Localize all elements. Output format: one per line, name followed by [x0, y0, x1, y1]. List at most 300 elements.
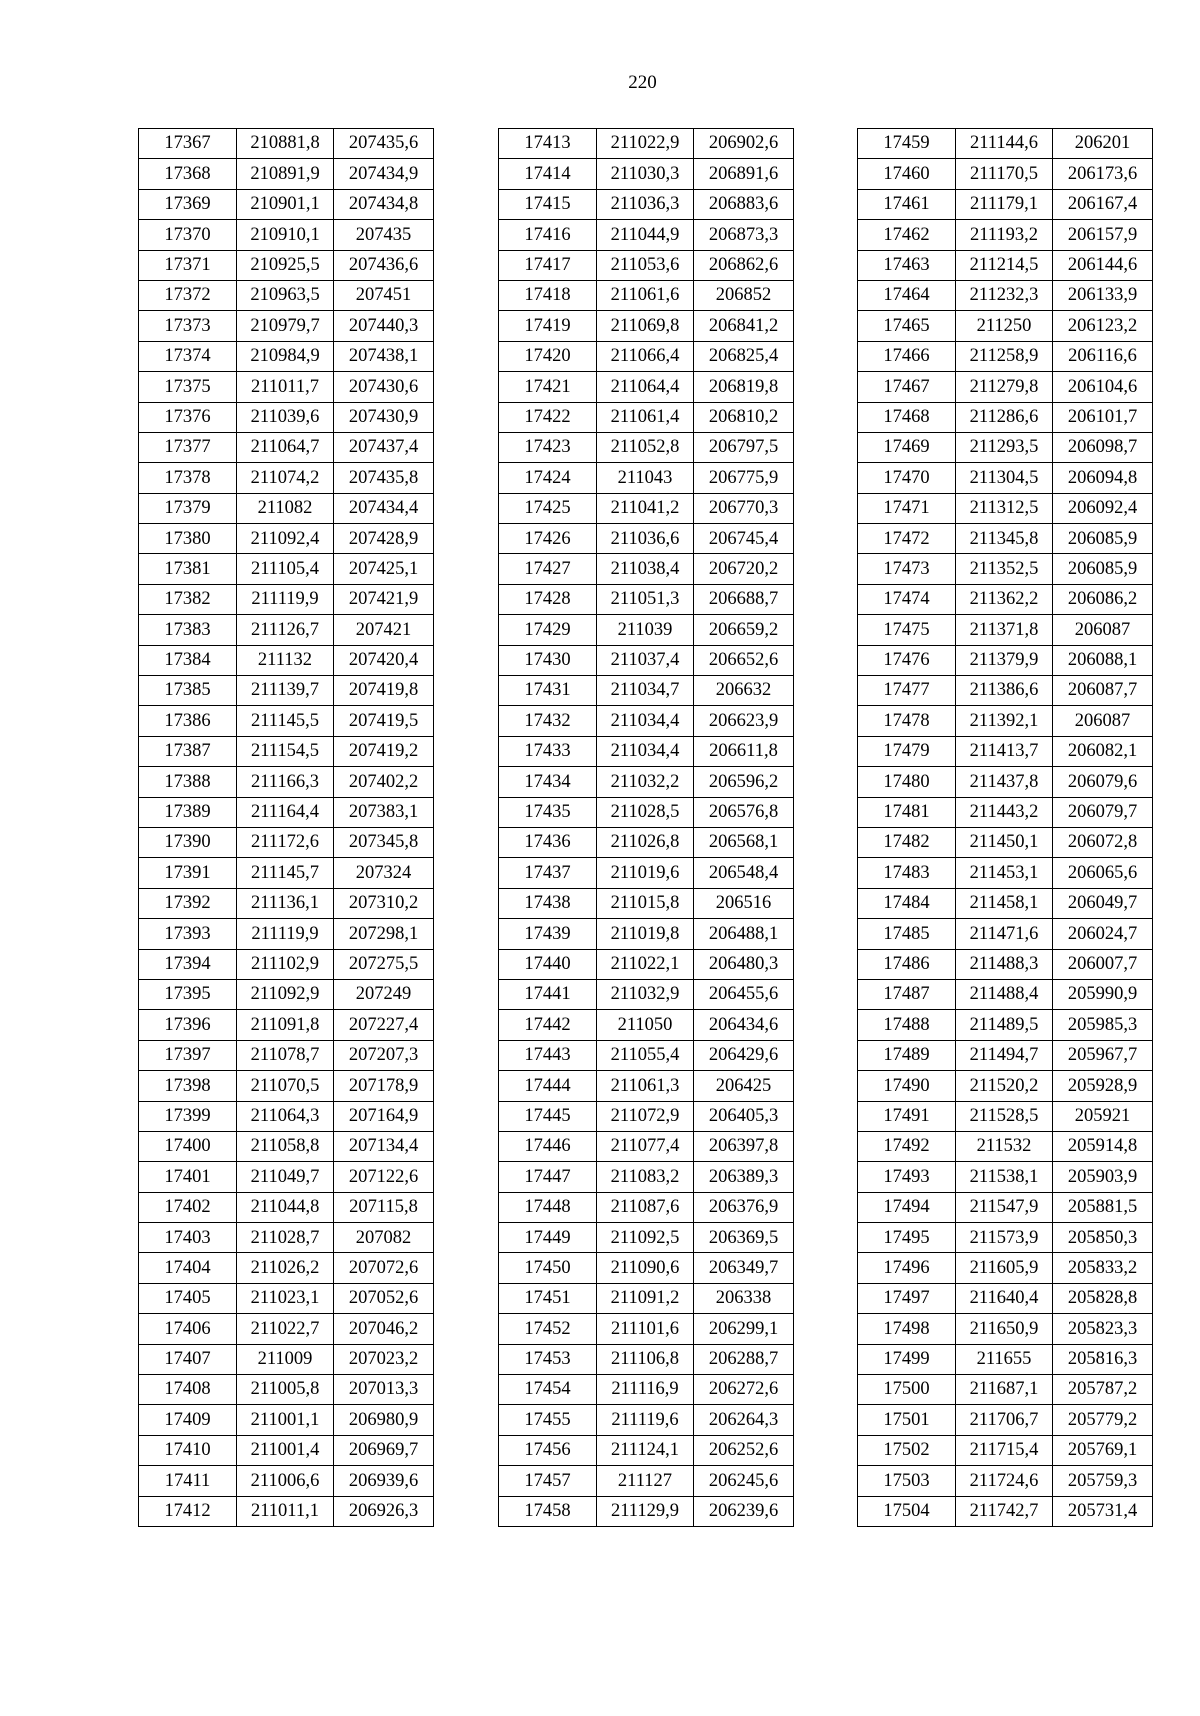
- x-coordinate-cell: 211064,4: [597, 372, 694, 402]
- x-coordinate-cell: 211072,9: [597, 1101, 694, 1131]
- x-coordinate-cell: 211069,8: [597, 311, 694, 341]
- x-coordinate-cell: 211037,4: [597, 645, 694, 675]
- point-number-cell: 17383: [139, 615, 237, 645]
- point-number-cell: 17495: [858, 1223, 956, 1253]
- y-coordinate-cell: 207434,4: [334, 493, 434, 523]
- table-row: [499, 736, 794, 766]
- x-coordinate-cell: 211450,1: [956, 827, 1053, 857]
- point-number-cell: 17447: [499, 1162, 597, 1192]
- point-number-cell: 17387: [139, 736, 237, 766]
- table-row: [139, 220, 434, 250]
- y-coordinate-cell: 205914,8: [1053, 1131, 1153, 1161]
- x-coordinate-cell: 211043: [597, 463, 694, 493]
- point-number-cell: 17474: [858, 584, 956, 614]
- x-coordinate-cell: 211009: [237, 1344, 334, 1374]
- x-coordinate-cell: 211038,4: [597, 554, 694, 584]
- x-coordinate-cell: 211082: [237, 493, 334, 523]
- y-coordinate-cell: 206085,9: [1053, 554, 1153, 584]
- point-number-cell: 17407: [139, 1344, 237, 1374]
- table-row: [139, 1162, 434, 1192]
- x-coordinate-cell: 211023,1: [237, 1283, 334, 1313]
- x-coordinate-cell: 210979,7: [237, 311, 334, 341]
- table-row: [858, 554, 1153, 584]
- y-coordinate-cell: 207072,6: [334, 1253, 434, 1283]
- table-row: [499, 189, 794, 219]
- point-number-cell: 17396: [139, 1010, 237, 1040]
- table-row: [499, 949, 794, 979]
- table-row: [858, 767, 1153, 797]
- x-coordinate-cell: 211312,5: [956, 493, 1053, 523]
- table-row: [139, 858, 434, 888]
- x-coordinate-cell: 211258,9: [956, 341, 1053, 371]
- y-coordinate-cell: 207430,6: [334, 372, 434, 402]
- x-coordinate-cell: 211092,9: [237, 979, 334, 1009]
- x-coordinate-cell: 211379,9: [956, 645, 1053, 675]
- x-coordinate-cell: 211032,2: [597, 767, 694, 797]
- y-coordinate-cell: 206405,3: [694, 1101, 794, 1131]
- point-number-cell: 17487: [858, 979, 956, 1009]
- table-row: [139, 767, 434, 797]
- y-coordinate-cell: 207436,6: [334, 250, 434, 280]
- y-coordinate-cell: 205787,2: [1053, 1375, 1153, 1405]
- y-coordinate-cell: 207402,2: [334, 767, 434, 797]
- point-number-cell: 17431: [499, 676, 597, 706]
- y-coordinate-cell: 206079,7: [1053, 797, 1153, 827]
- x-coordinate-cell: 211090,6: [597, 1253, 694, 1283]
- y-coordinate-cell: 206288,7: [694, 1344, 794, 1374]
- table-row: [858, 524, 1153, 554]
- point-number-cell: 17480: [858, 767, 956, 797]
- table-row: [139, 311, 434, 341]
- table-row: [858, 311, 1153, 341]
- y-coordinate-cell: 206264,3: [694, 1405, 794, 1435]
- point-number-cell: 17442: [499, 1010, 597, 1040]
- y-coordinate-cell: 206659,2: [694, 615, 794, 645]
- point-number-cell: 17486: [858, 949, 956, 979]
- point-number-cell: 17380: [139, 524, 237, 554]
- table-row: [139, 615, 434, 645]
- point-number-cell: 17429: [499, 615, 597, 645]
- table-row: [139, 827, 434, 857]
- y-coordinate-cell: 206852: [694, 280, 794, 310]
- x-coordinate-cell: 211030,3: [597, 159, 694, 189]
- point-number-cell: 17451: [499, 1283, 597, 1313]
- point-number-cell: 17425: [499, 493, 597, 523]
- y-coordinate-cell: 205833,2: [1053, 1253, 1153, 1283]
- y-coordinate-cell: 206596,2: [694, 767, 794, 797]
- table-row: [499, 341, 794, 371]
- y-coordinate-cell: 206245,6: [694, 1466, 794, 1496]
- x-coordinate-cell: 211126,7: [237, 615, 334, 645]
- y-coordinate-cell: 205779,2: [1053, 1405, 1153, 1435]
- table-row: [139, 1040, 434, 1070]
- point-number-cell: 17483: [858, 858, 956, 888]
- y-coordinate-cell: 207435: [334, 220, 434, 250]
- y-coordinate-cell: 207435,8: [334, 463, 434, 493]
- x-coordinate-cell: 211386,6: [956, 676, 1053, 706]
- y-coordinate-cell: 206902,6: [694, 129, 794, 159]
- x-coordinate-cell: 210910,1: [237, 220, 334, 250]
- table-row: [139, 493, 434, 523]
- table-row: [499, 645, 794, 675]
- table-row: [139, 1192, 434, 1222]
- y-coordinate-cell: 206252,6: [694, 1435, 794, 1465]
- y-coordinate-cell: 207383,1: [334, 797, 434, 827]
- y-coordinate-cell: 207438,1: [334, 341, 434, 371]
- y-coordinate-cell: 206376,9: [694, 1192, 794, 1222]
- x-coordinate-cell: 211193,2: [956, 220, 1053, 250]
- y-coordinate-cell: 206087: [1053, 615, 1153, 645]
- y-coordinate-cell: 206775,9: [694, 463, 794, 493]
- point-number-cell: 17467: [858, 372, 956, 402]
- table-row: [139, 1253, 434, 1283]
- table-row: [858, 250, 1153, 280]
- y-coordinate-cell: 207434,9: [334, 159, 434, 189]
- x-coordinate-cell: 211001,1: [237, 1405, 334, 1435]
- x-coordinate-cell: 211489,5: [956, 1010, 1053, 1040]
- x-coordinate-cell: 211101,6: [597, 1314, 694, 1344]
- table-row: [139, 1010, 434, 1040]
- y-coordinate-cell: 206085,9: [1053, 524, 1153, 554]
- y-coordinate-cell: 205769,1: [1053, 1435, 1153, 1465]
- x-coordinate-cell: 211083,2: [597, 1162, 694, 1192]
- point-number-cell: 17427: [499, 554, 597, 584]
- y-coordinate-cell: 205928,9: [1053, 1071, 1153, 1101]
- x-coordinate-cell: 211001,4: [237, 1435, 334, 1465]
- y-coordinate-cell: 207428,9: [334, 524, 434, 554]
- y-coordinate-cell: 207435,6: [334, 129, 434, 159]
- point-number-cell: 17417: [499, 250, 597, 280]
- table-row: [139, 1496, 434, 1526]
- coordinates-table-3: [857, 128, 1153, 1527]
- x-coordinate-cell: 211443,2: [956, 797, 1053, 827]
- point-number-cell: 17477: [858, 676, 956, 706]
- table-row: [139, 341, 434, 371]
- table-row: [139, 888, 434, 918]
- point-number-cell: 17368: [139, 159, 237, 189]
- table-row: [139, 1466, 434, 1496]
- y-coordinate-cell: 207310,2: [334, 888, 434, 918]
- table-row: [499, 463, 794, 493]
- point-number-cell: 17379: [139, 493, 237, 523]
- x-coordinate-cell: 211706,7: [956, 1405, 1053, 1435]
- point-number-cell: 17419: [499, 311, 597, 341]
- y-coordinate-cell: 206891,6: [694, 159, 794, 189]
- table-row: [499, 1101, 794, 1131]
- y-coordinate-cell: 205921: [1053, 1101, 1153, 1131]
- x-coordinate-cell: 211022,7: [237, 1314, 334, 1344]
- point-number-cell: 17404: [139, 1253, 237, 1283]
- x-coordinate-cell: 211304,5: [956, 463, 1053, 493]
- y-coordinate-cell: 207178,9: [334, 1071, 434, 1101]
- table-row: [858, 827, 1153, 857]
- y-coordinate-cell: 206652,6: [694, 645, 794, 675]
- x-coordinate-cell: 211026,8: [597, 827, 694, 857]
- point-number-cell: 17426: [499, 524, 597, 554]
- x-coordinate-cell: 211022,1: [597, 949, 694, 979]
- y-coordinate-cell: 206862,6: [694, 250, 794, 280]
- point-number-cell: 17494: [858, 1192, 956, 1222]
- y-coordinate-cell: 206548,4: [694, 858, 794, 888]
- y-coordinate-cell: 206088,1: [1053, 645, 1153, 675]
- x-coordinate-cell: 211011,1: [237, 1496, 334, 1526]
- y-coordinate-cell: 207052,6: [334, 1283, 434, 1313]
- table-row: [858, 159, 1153, 189]
- x-coordinate-cell: 211520,2: [956, 1071, 1053, 1101]
- point-number-cell: 17408: [139, 1375, 237, 1405]
- y-coordinate-cell: 206133,9: [1053, 280, 1153, 310]
- x-coordinate-cell: 211129,9: [597, 1496, 694, 1526]
- point-number-cell: 17475: [858, 615, 956, 645]
- coordinates-table-1: [138, 128, 434, 1527]
- point-number-cell: 17423: [499, 432, 597, 462]
- x-coordinate-cell: 211232,3: [956, 280, 1053, 310]
- x-coordinate-cell: 211091,8: [237, 1010, 334, 1040]
- table-row: [499, 220, 794, 250]
- y-coordinate-cell: 206272,6: [694, 1375, 794, 1405]
- table-row: [858, 1162, 1153, 1192]
- point-number-cell: 17384: [139, 645, 237, 675]
- point-number-cell: 17435: [499, 797, 597, 827]
- x-coordinate-cell: 211715,4: [956, 1435, 1053, 1465]
- x-coordinate-cell: 211055,4: [597, 1040, 694, 1070]
- table-row: [858, 736, 1153, 766]
- table-row: [499, 1435, 794, 1465]
- x-coordinate-cell: 211488,4: [956, 979, 1053, 1009]
- point-number-cell: 17398: [139, 1071, 237, 1101]
- y-coordinate-cell: 207122,6: [334, 1162, 434, 1192]
- table-row: [858, 919, 1153, 949]
- x-coordinate-cell: 211091,2: [597, 1283, 694, 1313]
- x-coordinate-cell: 210891,9: [237, 159, 334, 189]
- table-row: [139, 949, 434, 979]
- point-number-cell: 17432: [499, 706, 597, 736]
- y-coordinate-cell: 206883,6: [694, 189, 794, 219]
- y-coordinate-cell: 207419,2: [334, 736, 434, 766]
- table-row: [499, 584, 794, 614]
- x-coordinate-cell: 211078,7: [237, 1040, 334, 1070]
- point-number-cell: 17456: [499, 1435, 597, 1465]
- x-coordinate-cell: 211119,9: [237, 919, 334, 949]
- table-row: [858, 1314, 1153, 1344]
- y-coordinate-cell: 206116,6: [1053, 341, 1153, 371]
- table-row: [858, 797, 1153, 827]
- table-row: [858, 280, 1153, 310]
- point-number-cell: 17465: [858, 311, 956, 341]
- point-number-cell: 17377: [139, 432, 237, 462]
- y-coordinate-cell: 207430,9: [334, 402, 434, 432]
- table-row: [499, 827, 794, 857]
- table-row: [858, 1496, 1153, 1526]
- x-coordinate-cell: 211019,8: [597, 919, 694, 949]
- x-coordinate-cell: 210925,5: [237, 250, 334, 280]
- point-number-cell: 17497: [858, 1283, 956, 1313]
- x-coordinate-cell: 211028,5: [597, 797, 694, 827]
- table-row: [499, 919, 794, 949]
- point-number-cell: 17433: [499, 736, 597, 766]
- point-number-cell: 17414: [499, 159, 597, 189]
- point-number-cell: 17454: [499, 1375, 597, 1405]
- point-number-cell: 17415: [499, 189, 597, 219]
- point-number-cell: 17453: [499, 1344, 597, 1374]
- table-row: [139, 676, 434, 706]
- point-number-cell: 17449: [499, 1223, 597, 1253]
- point-number-cell: 17439: [499, 919, 597, 949]
- x-coordinate-cell: 211061,4: [597, 402, 694, 432]
- point-number-cell: 17443: [499, 1040, 597, 1070]
- table-row: [499, 554, 794, 584]
- point-number-cell: 17436: [499, 827, 597, 857]
- point-number-cell: 17422: [499, 402, 597, 432]
- x-coordinate-cell: 211102,9: [237, 949, 334, 979]
- table-row: [858, 706, 1153, 736]
- point-number-cell: 17374: [139, 341, 237, 371]
- table-row: [858, 676, 1153, 706]
- table-row: [858, 402, 1153, 432]
- point-number-cell: 17450: [499, 1253, 597, 1283]
- y-coordinate-cell: 205759,3: [1053, 1466, 1153, 1496]
- point-number-cell: 17471: [858, 493, 956, 523]
- table-row: [499, 706, 794, 736]
- point-number-cell: 17462: [858, 220, 956, 250]
- table-row: [499, 676, 794, 706]
- table-row: [858, 189, 1153, 219]
- table-row: [858, 1435, 1153, 1465]
- x-coordinate-cell: 211488,3: [956, 949, 1053, 979]
- y-coordinate-cell: 206086,2: [1053, 584, 1153, 614]
- table-row: [858, 949, 1153, 979]
- point-number-cell: 17455: [499, 1405, 597, 1435]
- x-coordinate-cell: 211166,3: [237, 767, 334, 797]
- x-coordinate-cell: 211087,6: [597, 1192, 694, 1222]
- y-coordinate-cell: 206825,4: [694, 341, 794, 371]
- y-coordinate-cell: 207164,9: [334, 1101, 434, 1131]
- y-coordinate-cell: 205990,9: [1053, 979, 1153, 1009]
- point-number-cell: 17424: [499, 463, 597, 493]
- table-row: [139, 1375, 434, 1405]
- y-coordinate-cell: 207275,5: [334, 949, 434, 979]
- table-row: [858, 493, 1153, 523]
- y-coordinate-cell: 206087: [1053, 706, 1153, 736]
- y-coordinate-cell: 206969,7: [334, 1435, 434, 1465]
- table-row: [499, 432, 794, 462]
- x-coordinate-cell: 211070,5: [237, 1071, 334, 1101]
- table-row: [858, 1010, 1153, 1040]
- y-coordinate-cell: 205823,3: [1053, 1314, 1153, 1344]
- point-number-cell: 17434: [499, 767, 597, 797]
- y-coordinate-cell: 206429,6: [694, 1040, 794, 1070]
- x-coordinate-cell: 211092,4: [237, 524, 334, 554]
- x-coordinate-cell: 211471,6: [956, 919, 1053, 949]
- x-coordinate-cell: 211119,6: [597, 1405, 694, 1435]
- point-number-cell: 17378: [139, 463, 237, 493]
- x-coordinate-cell: 211144,6: [956, 129, 1053, 159]
- point-number-cell: 17382: [139, 584, 237, 614]
- y-coordinate-cell: 207046,2: [334, 1314, 434, 1344]
- point-number-cell: 17381: [139, 554, 237, 584]
- point-number-cell: 17472: [858, 524, 956, 554]
- y-coordinate-cell: 206926,3: [334, 1496, 434, 1526]
- page-number: 220: [628, 72, 657, 93]
- point-number-cell: 17503: [858, 1466, 956, 1496]
- point-number-cell: 17420: [499, 341, 597, 371]
- table-row: [139, 1344, 434, 1374]
- y-coordinate-cell: 206082,1: [1053, 736, 1153, 766]
- table-row: [139, 645, 434, 675]
- point-number-cell: 17390: [139, 827, 237, 857]
- y-coordinate-cell: 207425,1: [334, 554, 434, 584]
- point-number-cell: 17438: [499, 888, 597, 918]
- x-coordinate-cell: 211279,8: [956, 372, 1053, 402]
- table-row: [499, 1283, 794, 1313]
- x-coordinate-cell: 211437,8: [956, 767, 1053, 797]
- x-coordinate-cell: 211293,5: [956, 432, 1053, 462]
- x-coordinate-cell: 211371,8: [956, 615, 1053, 645]
- y-coordinate-cell: 206338: [694, 1283, 794, 1313]
- point-number-cell: 17469: [858, 432, 956, 462]
- x-coordinate-cell: 211528,5: [956, 1101, 1053, 1131]
- y-coordinate-cell: 206745,4: [694, 524, 794, 554]
- x-coordinate-cell: 211532: [956, 1131, 1053, 1161]
- x-coordinate-cell: 211139,7: [237, 676, 334, 706]
- point-number-cell: 17409: [139, 1405, 237, 1435]
- point-number-cell: 17411: [139, 1466, 237, 1496]
- point-number-cell: 17476: [858, 645, 956, 675]
- y-coordinate-cell: 205828,8: [1053, 1283, 1153, 1313]
- x-coordinate-cell: 211052,8: [597, 432, 694, 462]
- x-coordinate-cell: 211154,5: [237, 736, 334, 766]
- y-coordinate-cell: 206425: [694, 1071, 794, 1101]
- y-coordinate-cell: 206819,8: [694, 372, 794, 402]
- x-coordinate-cell: 211286,6: [956, 402, 1053, 432]
- x-coordinate-cell: 210984,9: [237, 341, 334, 371]
- table-row: [139, 919, 434, 949]
- x-coordinate-cell: 211066,4: [597, 341, 694, 371]
- x-coordinate-cell: 211019,6: [597, 858, 694, 888]
- table-row: [499, 1405, 794, 1435]
- table-row: [139, 524, 434, 554]
- table-row: [139, 432, 434, 462]
- y-coordinate-cell: 207419,5: [334, 706, 434, 736]
- y-coordinate-cell: 207434,8: [334, 189, 434, 219]
- table-row: [858, 645, 1153, 675]
- y-coordinate-cell: 206873,3: [694, 220, 794, 250]
- x-coordinate-cell: 211061,6: [597, 280, 694, 310]
- x-coordinate-cell: 211742,7: [956, 1496, 1053, 1526]
- table-row: [858, 1283, 1153, 1313]
- table-row: [858, 1192, 1153, 1222]
- table-row: [139, 1131, 434, 1161]
- y-coordinate-cell: 206349,7: [694, 1253, 794, 1283]
- y-coordinate-cell: 206094,8: [1053, 463, 1153, 493]
- table-row: [858, 129, 1153, 159]
- point-number-cell: 17481: [858, 797, 956, 827]
- table-row: [499, 311, 794, 341]
- y-coordinate-cell: 206072,8: [1053, 827, 1153, 857]
- y-coordinate-cell: 206389,3: [694, 1162, 794, 1192]
- y-coordinate-cell: 206092,4: [1053, 493, 1153, 523]
- x-coordinate-cell: 211640,4: [956, 1283, 1053, 1313]
- point-number-cell: 17430: [499, 645, 597, 675]
- table-row: [499, 1223, 794, 1253]
- table-row: [858, 372, 1153, 402]
- point-number-cell: 17504: [858, 1496, 956, 1526]
- x-coordinate-cell: 211039,6: [237, 402, 334, 432]
- x-coordinate-cell: 211392,1: [956, 706, 1053, 736]
- x-coordinate-cell: 210963,5: [237, 280, 334, 310]
- x-coordinate-cell: 211724,6: [956, 1466, 1053, 1496]
- point-number-cell: 17367: [139, 129, 237, 159]
